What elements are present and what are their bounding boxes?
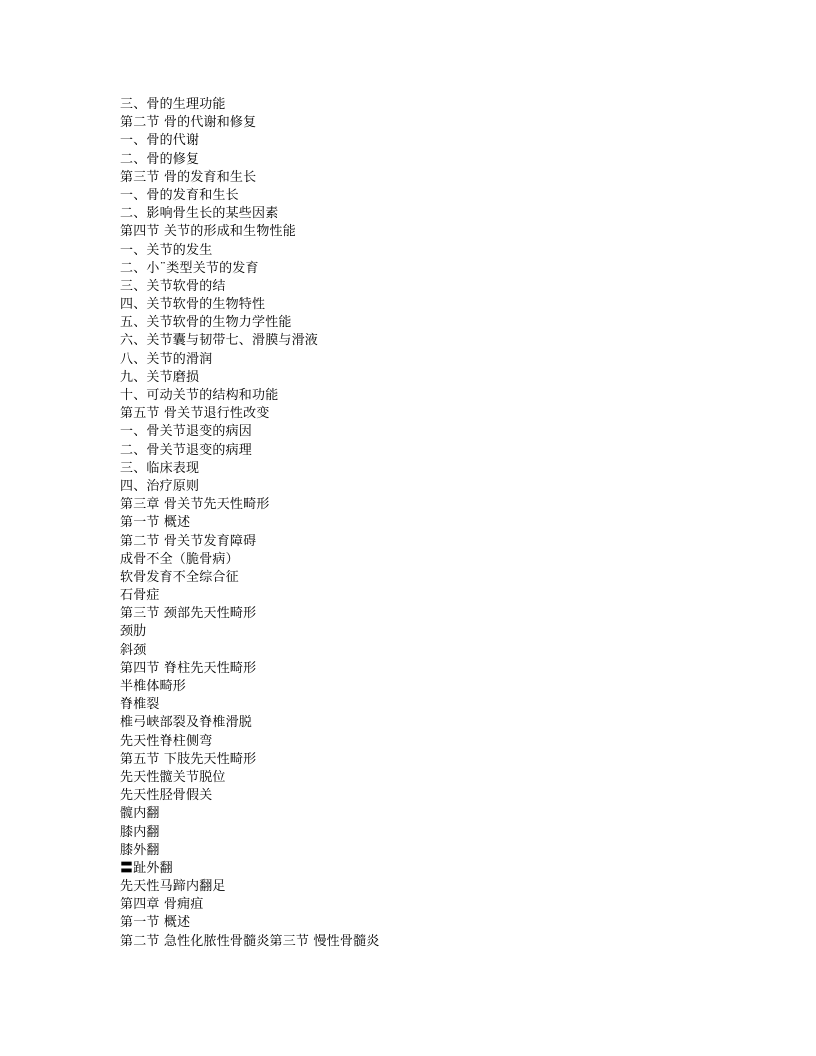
toc-line: 一、骨的代谢 <box>120 133 200 149</box>
toc-line: 九、关节磨损 <box>120 369 200 385</box>
toc-line: 〓趾外翻 <box>120 860 173 876</box>
toc-line: 五、关节软骨的生物力学性能 <box>120 315 292 331</box>
toc-line: 一、关节的发生 <box>120 242 213 258</box>
toc-line: 先天性胫骨假关 <box>120 788 213 804</box>
toc-line: 膝外翻 <box>120 842 160 858</box>
toc-line: 膝内翻 <box>120 824 160 840</box>
toc-line: 四、关节软骨的生物特性 <box>120 297 266 313</box>
toc-line: 二、小¨类型关节的发育 <box>120 260 259 276</box>
toc-line: 第二节 急性化脓性骨髓炎第三节 慢性骨髓炎 <box>120 933 380 949</box>
toc-line: 软骨发育不全综合征 <box>120 569 239 585</box>
toc-line: 半椎体畸形 <box>120 679 187 694</box>
toc-line: 先天性脊柱侧弯 <box>120 733 213 749</box>
toc-line: 第三节 骨的发育和生长 <box>120 169 257 185</box>
toc-line: 三、关节软骨的结 <box>120 278 226 294</box>
toc-line: 一、骨的发育和生长 <box>120 187 239 203</box>
toc-line: 斜颈 <box>120 642 147 658</box>
toc-line: 第四节 关节的形成和生物性能 <box>120 224 296 240</box>
toc-line: 第二节 骨关节发育障碍 <box>120 533 257 549</box>
toc-line: 第三章 骨关节先天性畸形 <box>120 497 270 513</box>
toc-line: 颈肋 <box>120 624 147 640</box>
toc-line: 二、骨的修复 <box>120 151 200 167</box>
toc-line: 四、治疗原则 <box>120 478 200 494</box>
toc-line: 石骨症 <box>120 588 160 604</box>
toc-line: 第一节 概述 <box>120 915 191 931</box>
toc-line: 第五节 下肢先天性畸形 <box>120 751 257 767</box>
toc-line: 第一节 概述 <box>120 515 191 531</box>
toc-line: 三、骨的生理功能 <box>120 97 226 112</box>
toc-line: 二、影响骨生长的某些因素 <box>120 206 279 222</box>
toc-line: 一、骨关节退变的病因 <box>120 424 253 440</box>
table-of-contents <box>120 96 720 951</box>
toc-line: 八、关节的滑润 <box>120 351 213 367</box>
toc-line: 六、关节囊与韧带七、滑膜与滑液 <box>120 333 319 349</box>
toc-line: 第四章 骨痈疽 <box>120 897 204 913</box>
toc-line: 椎弓峡部裂及脊椎滑脱 <box>120 715 253 731</box>
toc-line: 成骨不全（脆骨病） <box>120 551 239 567</box>
toc-line: 三、临床表现 <box>120 460 200 476</box>
toc-line: 第三节 颈部先天性畸形 <box>120 606 257 622</box>
toc-line: 第五节 骨关节退行性改变 <box>120 406 270 422</box>
toc-line: 二、骨关节退变的病理 <box>120 442 253 458</box>
toc-line: 先天性髋关节脱位 <box>120 769 226 785</box>
toc-line: 髋内翻 <box>120 806 160 822</box>
toc-line: 十、可动关节的结构和功能 <box>120 388 279 403</box>
toc-line: 先天性马蹄内翻足 <box>120 879 226 895</box>
toc-line: 脊椎裂 <box>120 697 160 713</box>
toc-line: 第二节 骨的代谢和修复 <box>120 115 257 131</box>
toc-line: 第四节 脊柱先天性畸形 <box>120 660 257 676</box>
